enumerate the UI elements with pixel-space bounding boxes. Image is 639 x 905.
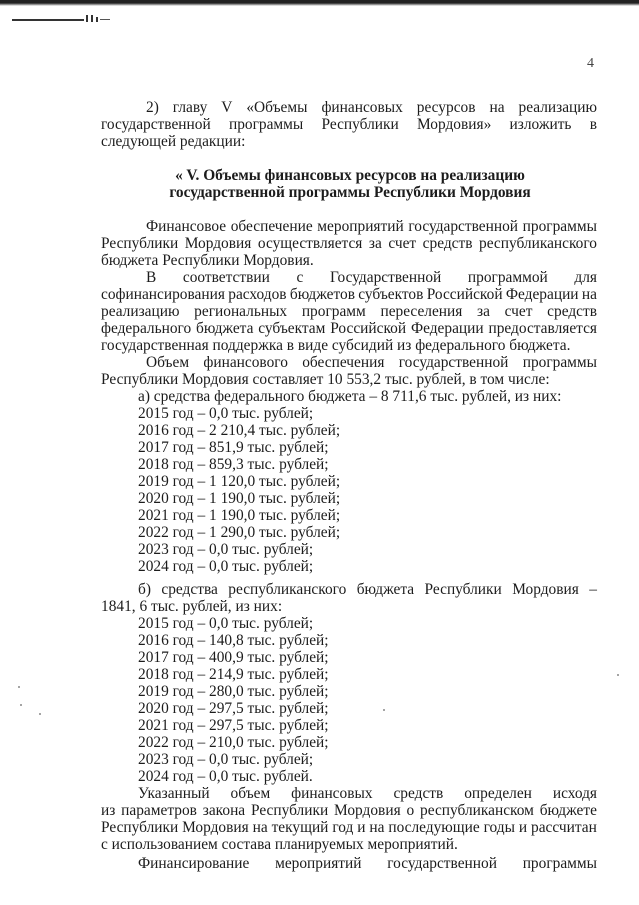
item2-line1 [146,99,597,116]
word: за [368,235,382,252]
word: реализацию [101,303,180,320]
word: счет [388,235,417,252]
word: Государственной [329,269,442,286]
para4-line3 [101,819,597,836]
word: Финансовое [146,218,227,235]
word: средств [547,303,597,320]
para4-line4: с использованием состава планируемых мероприятий. [101,836,458,853]
word: Федерации [410,320,484,337]
word: счет [504,303,533,320]
republic-year-2020: 2020 год – 297,5 тыс. рублей; [138,700,329,717]
republic-year-2019: 2019 год – 280,0 тыс. рублей; [138,683,329,700]
word: параметров [121,802,197,819]
word: Мордовия [512,581,579,598]
section-heading-line1: « V. Объемы финансовых ресурсов на реализацию [175,167,525,184]
word: средства [161,581,218,598]
word: Республики [101,235,179,252]
word: соответствии [182,269,270,286]
word: программы [522,354,597,371]
scan-speck [18,686,20,688]
federal-year-2019: 2019 год – 1 120,0 тыс. рублей; [138,473,341,490]
word: на [252,819,268,836]
para2-line3 [101,303,597,320]
word: на [581,286,597,303]
word: программы [522,855,597,872]
word: программой [467,269,548,286]
word: Мордовия [184,235,252,252]
word: Республики [424,581,502,598]
federal-year-2018: 2018 год – 859,3 тыс. рублей; [138,456,329,473]
section-heading-line2: государственной программы Республики Мордовия [169,184,531,201]
word: обеспечение [230,218,313,235]
word: текущий [271,819,329,836]
word: «Объемы [246,99,308,116]
word: объем [230,785,271,802]
federal-intro: а) средства федерального бюджета – 8 711,6 тыс. рублей, из них: [138,388,562,405]
federal-year-2015: 2015 год – 0,0 тыс. рублей; [138,405,314,422]
republic-intro-line2: 1841, 6 тыс. рублей, из них: [101,598,283,615]
word: Объем [146,354,190,371]
para2-line4 [101,320,597,337]
federal-year-2021: 2021 год – 1 190,0 тыс. рублей; [138,507,341,524]
word: годы [483,819,515,836]
republic-year-2024: 2024 год – 0,0 тыс. рублей. [138,768,313,785]
word: бюджета [356,581,415,598]
republic-year-2022: 2022 год – 210,0 тыс. рублей; [138,734,329,751]
word: закона [202,802,246,819]
republic-year-2023: 2023 год – 0,0 тыс. рублей; [138,751,314,768]
word: – [589,581,597,598]
republic-year-2018: 2018 год – 214,9 тыс. рублей; [138,666,329,683]
word: государственной [398,354,509,371]
word: Российской [426,286,503,303]
word: Мордовия» [416,116,492,133]
word: Мордовия [334,802,401,819]
word: субъектов [358,286,424,303]
word: с [296,269,304,286]
word: и [518,819,528,836]
word: финансовых [321,99,403,116]
republic-year-2016: 2016 год – 140,8 тыс. рублей; [138,632,329,649]
word: республиканского [479,235,597,252]
scan-top-edge [0,0,639,6]
republic-year-2021: 2021 год – 297,5 тыс. рублей; [138,717,329,734]
word: средств [422,235,473,252]
para2-line5: государственная поддержка в виде субсидий из федерального бюджета. [101,337,571,354]
word: мероприятий [275,855,362,872]
para2-line2 [101,286,597,303]
word: 2) [146,99,159,116]
scan-speck [20,704,22,706]
word: средств [393,785,444,802]
federal-year-2024: 2024 год – 0,0 тыс. рублей; [138,558,314,575]
republic-year-2015: 2015 год – 0,0 тыс. рублей; [138,615,314,632]
word: республиканского [228,581,347,598]
federal-year-2022: 2022 год – 1 290,0 тыс. рублей; [138,524,341,541]
para1-line1 [146,218,597,235]
para4-line2 [101,802,597,819]
republic-intro-line1 [138,581,597,598]
word: б) [138,581,151,598]
word: год [332,819,354,836]
word: на [369,819,385,836]
word: субъектам [258,320,326,337]
scan-artifact-mark [12,14,112,24]
word: региональных [194,303,288,320]
word: программы [522,218,597,235]
page-number: 4 [587,56,594,71]
word: осуществляется [257,235,363,252]
federal-year-2017: 2017 год – 851,9 тыс. рублей; [138,439,329,456]
scan-speck [383,709,385,711]
word: переселения [380,303,463,320]
word: реализацию [518,99,597,116]
word: государственной [101,116,211,133]
word: из [101,802,116,819]
item2-line2 [101,116,597,133]
word: обеспечения [302,354,385,371]
word: V [221,99,233,116]
scan-speck [617,674,619,676]
republic-year-2017: 2017 год – 400,9 тыс. рублей; [138,649,329,666]
word: бюджетов [289,286,355,303]
word: Мордовия [182,819,249,836]
word: мероприятий [317,218,404,235]
para1-line2 [101,235,597,252]
word: и [357,819,366,836]
word: определен [464,785,532,802]
scan-speck [39,713,41,715]
para1-line3: бюджета Республики Мордовия. [101,252,314,269]
word: Указанный [138,785,210,802]
word: Республики [101,819,179,836]
federal-year-2020: 2020 год – 1 190,0 тыс. рублей; [138,490,341,507]
word: Федерации [505,286,579,303]
word: Финансирование [138,855,250,872]
federal-year-2016: 2016 год – 2 210,4 тыс. рублей; [138,422,341,439]
para3-line1 [146,354,597,371]
word: Республики [250,802,329,819]
word: рассчитан [531,819,597,836]
word: программы [228,116,304,133]
word: главу [172,99,208,116]
word: последующие [388,819,480,836]
word: государственной [408,218,519,235]
word: для [574,269,597,286]
word: предоставляется [488,320,597,337]
word: Российской [330,320,407,337]
word: государственной [387,855,497,872]
word: бюджете [539,802,597,819]
item2-line3: следующей редакции: [101,133,246,150]
para4-line1 [138,785,597,802]
word: В [146,269,157,286]
word: исходя [552,785,597,802]
word: изложить [509,116,572,133]
word: программ [301,303,366,320]
word: ресурсов [416,99,476,116]
word: в [589,116,597,133]
para5-line1 [138,855,597,872]
para3-line2: Республики Мордовия составляет 10 553,2 тыс. рублей, в том числе: [101,371,550,388]
word: на [489,99,505,116]
para2-line1 [146,269,597,286]
word: за [477,303,490,320]
word: расходов [228,286,287,303]
word: Республики [321,116,399,133]
word: республиканском [420,802,534,819]
word: федерального [101,320,192,337]
word: финансового [203,354,288,371]
word: софинансирования [101,286,225,303]
word: бюджета [196,320,254,337]
federal-year-2023: 2023 год – 0,0 тыс. рублей; [138,541,314,558]
word: финансовых [291,785,373,802]
word: о [406,802,415,819]
